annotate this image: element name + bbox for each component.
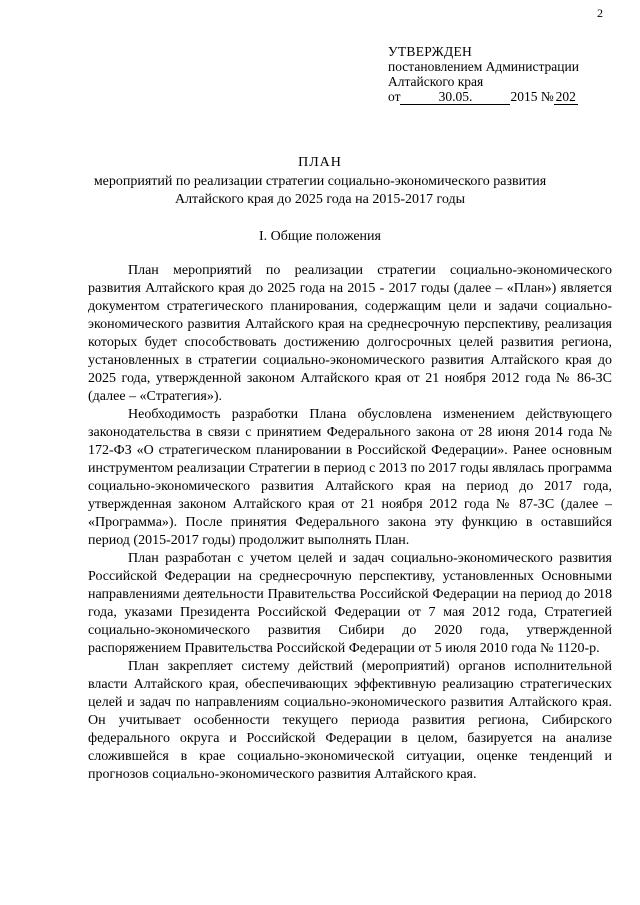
approval-stamp [388,44,579,105]
approval-date-row [388,89,579,105]
approval-number: 202 [555,89,576,104]
approval-title: УТВЕРЖДЕН [388,44,473,59]
date-prefix: от [388,89,401,104]
section-heading: I. Общие положения [259,229,381,244]
approval-line-1: постановлением Администрации [388,59,579,74]
approval-line-2: Алтайского края [388,74,484,89]
plan-title: ПЛАН [298,155,342,170]
plan-subtitle-line-1: мероприятий по реализации стратегии социально-экономического развития [93,174,547,189]
document-body [88,262,612,784]
approval-date: 30.05. [400,89,510,105]
paragraph: Необходимость разработки Плана обусловлена изменением действующего законодательства в связи с принятием Федерального закона от 28 июня 2014 года № 172-ФЗ «О стратегическом планировании в Российской Федерации». Ранее основным инструментом реализации Стратегии в период с 2013 по 2017 годы являлась программа социально-экономического развития Алтайского края на период до 2017 года, утвержденная законом Алтайского края от 21 ноября 2012 года № 87-ЗС (далее – «Программа»). После принятия Федерального закона эту функцию в оставшийся период (2015-2017 годы) продолжит выполнять План. [88,407,612,548]
page-number: 2 [597,6,603,20]
approval-year: 2015 № [510,89,554,104]
plan-subtitle-line-2: Алтайского края до 2025 года на 2015-2017 годы [174,192,466,207]
plan-subtitle [40,173,600,209]
paragraph: План закрепляет систему действий (мероприятий) органов исполнительной власти Алтайского края, обеспечивающих эффективную реализацию стратегических целей и задач по направлениям социально-экономического развития Алтайского края. Он учитывает особенности текущего периода развития региона, Сибирского федерального округа и Российской Федерации в целом, базируется на анализе сложившейся в крае социально-экономической ситуации, оценке тенденций и прогнозов социально-экономического развития Алтайского края. [88,659,612,782]
paragraph: План разработан с учетом целей и задач социально-экономического развития Российской Федерации на среднесрочную перспективу, установленных Основными направлениями деятельности Правительства Российской Федерации на период до 2018 года, указами Президента Российской Федерации от 7 мая 2012 года, Стратегией социально-экономического развития Сибири до 2020 года, утвержденной распоряжением Правительства Российской Федерации от 5 июля 2010 года № 1120-р. [88,551,612,656]
paragraph: План мероприятий по реализации стратегии социально-экономического развития Алтайского края до 2025 года на 2015 - 2017 годы (далее – «План») является документом стратегического планирования, содержащим цели и задачи социально-экономического развития Алтайского края на среднесрочную перспективу, реализация которых будет способствовать достижению долгосрочных целей развития региона, установленных в стратегии социально-экономического развития Алтайского края до 2025 года, утвержденной законом Алтайского края от 21 ноября 2012 года № 86-ЗС (далее – «Стратегия»). [88,263,612,404]
